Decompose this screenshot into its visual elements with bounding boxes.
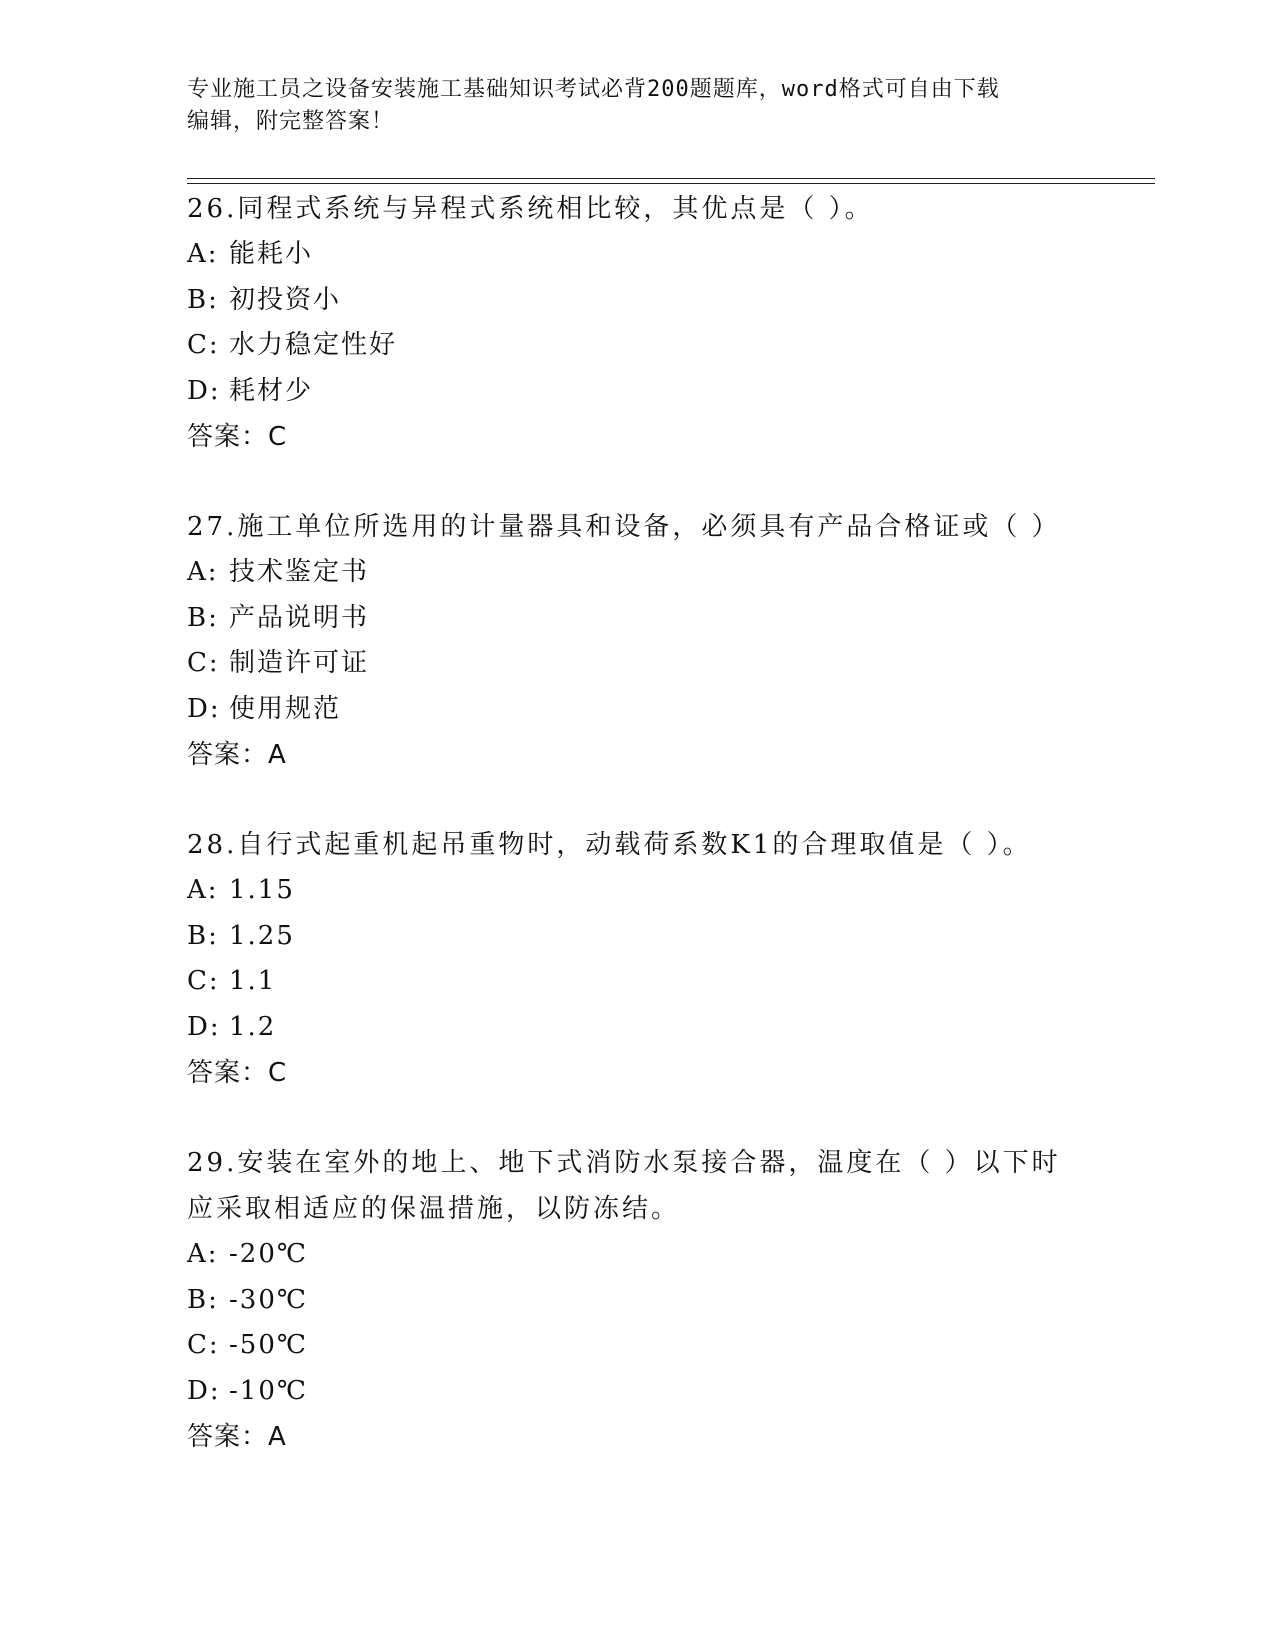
option-letter: B: bbox=[187, 284, 219, 315]
option-letter: B: bbox=[187, 602, 219, 633]
question-stem: 29.安装在室外的地上、地下式消防水泵接合器，温度在（ ）以下时应采取相适应的保温措施，以防冻结。 bbox=[187, 1148, 1061, 1224]
option-text: -50℃ bbox=[229, 1330, 308, 1360]
option-b bbox=[187, 278, 1087, 324]
header-line-1: 专业施工员之设备安装施工基础知识考试必背200题题库，word格式可自由下载 bbox=[187, 77, 1000, 102]
option-text: 技术鉴定书 bbox=[229, 557, 370, 587]
option-d bbox=[187, 1005, 1087, 1051]
option-b bbox=[187, 1278, 1067, 1324]
option-text: -10℃ bbox=[229, 1375, 308, 1406]
question-27 bbox=[187, 504, 1087, 778]
option-letter: D: bbox=[187, 1011, 221, 1042]
option-text: -30℃ bbox=[229, 1284, 308, 1315]
option-letter: A: bbox=[187, 239, 219, 269]
option-text: 1.25 bbox=[229, 920, 295, 951]
option-text: 制造许可证 bbox=[229, 648, 370, 678]
option-text: 水力稳定性好 bbox=[229, 330, 398, 360]
option-a bbox=[187, 868, 1087, 914]
option-text: 能耗小 bbox=[229, 239, 314, 269]
option-d bbox=[187, 369, 1087, 415]
option-c bbox=[187, 1323, 1067, 1369]
option-a bbox=[187, 232, 1087, 278]
option-letter: D: bbox=[187, 693, 221, 724]
option-a bbox=[187, 1232, 1067, 1278]
option-letter: C: bbox=[187, 966, 220, 996]
option-c bbox=[187, 323, 1087, 369]
answer-line: 答案：A bbox=[187, 1422, 287, 1452]
option-letter: D: bbox=[187, 1375, 221, 1406]
question-stem: 28.自行式起重机起吊重物时，动载荷系数K1的合理取值是（ ）。 bbox=[187, 830, 1032, 860]
answer-line: 答案：A bbox=[187, 740, 287, 770]
header-line-2: 编辑，附完整答案！ bbox=[187, 109, 395, 134]
option-letter: A: bbox=[187, 875, 219, 905]
option-text: 产品说明书 bbox=[229, 602, 370, 633]
question-26 bbox=[187, 186, 1087, 460]
option-text: 1.2 bbox=[229, 1011, 277, 1042]
header-divider-bottom bbox=[187, 183, 1155, 184]
option-letter: B: bbox=[187, 1284, 219, 1315]
option-b bbox=[187, 596, 1087, 642]
option-letter: C: bbox=[187, 330, 220, 360]
option-letter: C: bbox=[187, 1330, 220, 1360]
document-header bbox=[187, 74, 1087, 138]
question-29 bbox=[187, 1140, 1067, 1460]
option-text: 1.1 bbox=[229, 966, 277, 996]
option-text: 初投资小 bbox=[229, 284, 342, 315]
option-c bbox=[187, 959, 1087, 1005]
header-divider-top bbox=[187, 178, 1155, 179]
question-28 bbox=[187, 822, 1087, 1096]
option-d bbox=[187, 687, 1087, 733]
option-text: -20℃ bbox=[229, 1239, 308, 1269]
option-letter: A: bbox=[187, 557, 219, 587]
option-text: 1.15 bbox=[229, 875, 295, 905]
option-d bbox=[187, 1369, 1067, 1415]
option-b bbox=[187, 914, 1087, 960]
option-letter: C: bbox=[187, 648, 220, 678]
answer-line: 答案：C bbox=[187, 1058, 288, 1088]
answer-line: 答案：C bbox=[187, 422, 288, 452]
option-letter: D: bbox=[187, 375, 221, 406]
option-letter: B: bbox=[187, 920, 219, 951]
option-text: 耗材少 bbox=[229, 375, 314, 406]
option-text: 使用规范 bbox=[229, 693, 342, 724]
option-c bbox=[187, 641, 1087, 687]
question-stem: 26.同程式系统与异程式系统相比较，其优点是（ ）。 bbox=[187, 194, 874, 224]
option-a bbox=[187, 550, 1087, 596]
question-stem: 27.施工单位所选用的计量器具和设备，必须具有产品合格证或（ ） bbox=[187, 512, 1061, 542]
option-letter: A: bbox=[187, 1239, 219, 1269]
